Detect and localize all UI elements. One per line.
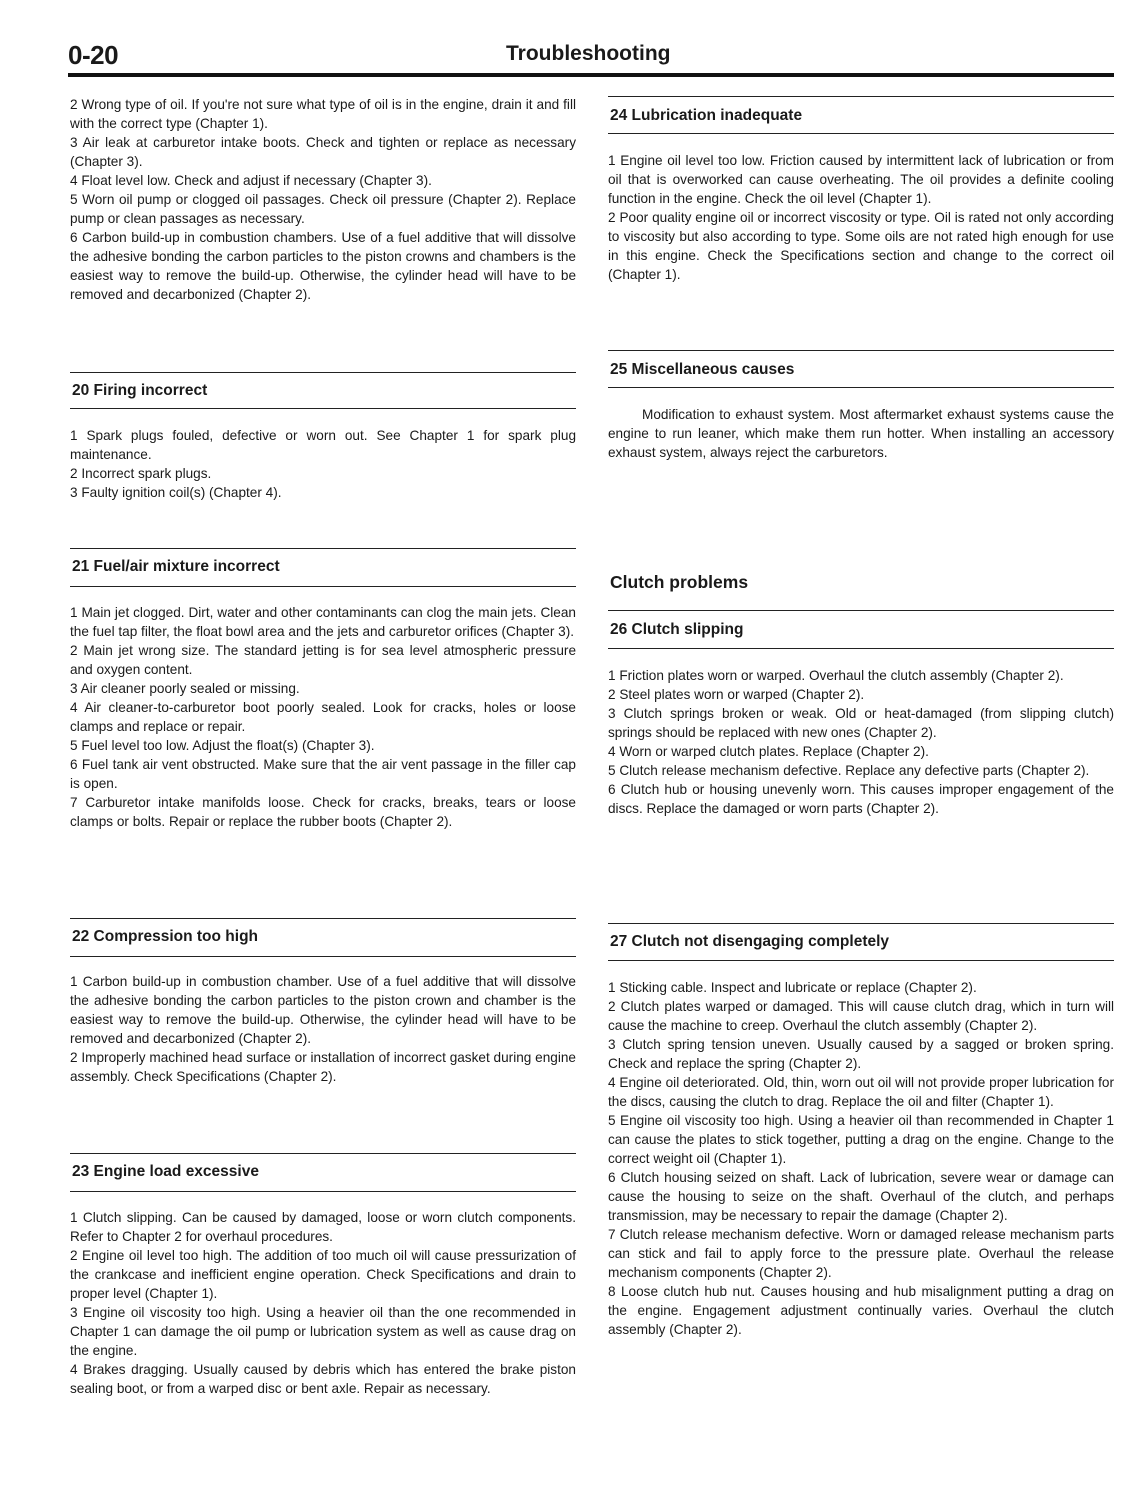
group-heading-clutch: Clutch problems (610, 572, 749, 592)
list-item: 3 Faulty ignition coil(s) (Chapter 4). (70, 485, 282, 500)
section-heading-20: 20 Firing incorrect (72, 382, 208, 399)
list-item: 1 Friction plates worn or warped. Overhaul the clutch assembly (Chapter 2). (608, 668, 1064, 683)
section-23-list (70, 1208, 576, 1398)
list-item: 2 Clutch plates warped or damaged. This will cause clutch drag, which in turn will cause the machine to creep. Overhaul the clutch assembly (Chapter 2). (608, 999, 1114, 1033)
section-rule-top (608, 923, 1114, 924)
list-item: 8 Loose clutch hub nut. Causes housing and hub misalignment putting a drag on the engine. Engagement adjustment continually varies. Overhaul the clutch assembly (Chapter 2). (608, 1284, 1114, 1337)
list-item: 7 Clutch release mechanism defective. Worn or damaged release mechanism parts can stick and fail to apply force to the pressure plate. Overhaul the release mechanism components (Chapter 2). (608, 1227, 1114, 1280)
section-26-list (608, 666, 1114, 818)
section-heading-24: 24 Lubrication inadequate (610, 107, 803, 124)
list-item: 5 Engine oil viscosity too high. Using a heavier oil than recommended in Chapter 1 can cause the plates to stick together, putting a drag on the engine. Change to the correct weight oil (Chapter 1). (608, 1113, 1114, 1166)
list-item: 2 Steel plates worn or warped (Chapter 2). (608, 687, 865, 702)
section-25-paragraph (608, 405, 1114, 462)
list-item: 4 Brakes dragging. Usually caused by debris which has entered the brake piston sealing boot, or from a warped disc or bent axle. Repair as necessary. (70, 1362, 576, 1396)
section-rule-top (608, 96, 1114, 97)
list-item: 5 Clutch release mechanism defective. Replace any defective parts (Chapter 2). (608, 763, 1090, 778)
paragraph: Modification to exhaust system. Most aftermarket exhaust systems cause the engine to run leaner, which make them run hotter. When installing an accessory exhaust system, always reject the carburetors. (608, 407, 1114, 460)
list-item: 2 Poor quality engine oil or incorrect viscosity or type. Oil is rated not only according to viscosity but also according to type. Some oils are not rated high enough for use in this engine. Check the Specifications section and change to the correct oil (Chapter 1). (608, 210, 1114, 282)
section-rule-top (70, 548, 576, 549)
section-heading-25: 25 Miscellaneous causes (610, 361, 795, 378)
section-20-list (70, 426, 576, 502)
section-24-list (608, 151, 1114, 284)
page-title: Troubleshooting (506, 42, 671, 65)
section-rule-bottom (608, 960, 1114, 961)
list-item: 3 Air cleaner poorly sealed or missing. (70, 681, 300, 696)
section-heading-27: 27 Clutch not disengaging completely (610, 933, 890, 950)
list-item: 2 Wrong type of oil. If you're not sure what type of oil is in the engine, drain it and fill with the correct type (Chapter 1). (70, 97, 576, 131)
list-item: 1 Carbon build-up in combustion chamber. Use of a fuel additive that will dissolve the adhesive bonding the carbon particles to the piston crown and chamber is the easiest way to remove the build-up. Otherwise, the cylinder head will have to be removed and decarbonized (Chapter 2). (70, 974, 576, 1046)
section-rule-top (70, 1153, 576, 1154)
list-item: 1 Main jet clogged. Dirt, water and other contaminants can clog the main jets. Clean the fuel tap filter, the float bowl area and the jets and carburetor orifices (Chapter 3). (70, 605, 576, 639)
section-rule-top (70, 372, 576, 373)
list-item: 3 Engine oil viscosity too high. Using a heavier oil than the one recommended in Chapter 1 can damage the oil pump or lubrication system as well as cause drag on the engine. (70, 1305, 576, 1358)
list-item: 3 Clutch spring tension uneven. Usually caused by a sagged or broken spring. Check and replace the spring (Chapter 2). (608, 1037, 1114, 1071)
header-rule (68, 73, 1114, 77)
list-item: 1 Spark plugs fouled, defective or worn out. See Chapter 1 for spark plug maintenance. (70, 428, 576, 462)
list-item: 2 Improperly machined head surface or installation of incorrect gasket during engine assembly. Check Specifications (Chapter 2). (70, 1050, 576, 1084)
list-item: 2 Incorrect spark plugs. (70, 466, 212, 481)
section-heading-23: 23 Engine load excessive (72, 1163, 259, 1180)
list-item: 3 Air leak at carburetor intake boots. Check and tighten or replace as necessary (Chapter 3). (70, 135, 576, 169)
list-item: 4 Float level low. Check and adjust if necessary (Chapter 3). (70, 173, 432, 188)
list-item: 4 Worn or warped clutch plates. Replace (Chapter 2). (608, 744, 929, 759)
section-heading-26: 26 Clutch slipping (610, 621, 744, 638)
section-rule-bottom (70, 1191, 576, 1192)
section-rule-top (608, 610, 1114, 611)
list-item: 1 Sticking cable. Inspect and lubricate or replace (Chapter 2). (608, 980, 977, 995)
list-item: 4 Engine oil deteriorated. Old, thin, worn out oil will not provide proper lubrication for the discs, causing the clutch to drag. Replace the oil and filter (Chapter 1). (608, 1075, 1114, 1109)
list-item: 6 Clutch hub or housing unevenly worn. This causes improper engagement of the discs. Replace the damaged or worn parts (Chapter 2). (608, 782, 1114, 816)
list-item: 1 Clutch slipping. Can be caused by damaged, loose or worn clutch components. Refer to Chapter 2 for overhaul procedures. (70, 1210, 576, 1244)
section-21-list (70, 603, 576, 831)
section-27-list (608, 978, 1114, 1339)
section-rule-bottom (608, 387, 1114, 388)
list-item: 6 Clutch housing seized on shaft. Lack of lubrication, severe wear or damage can cause the housing to seize on the shaft. Overhaul of the clutch, and perhaps transmission, may be necessary to repair the damage (Chapter 2). (608, 1170, 1114, 1223)
section-rule-bottom (608, 648, 1114, 649)
list-item: 6 Carbon build-up in combustion chambers. Use of a fuel additive that will dissolve the adhesive bonding the carbon particles to the piston crowns and chambers is the easiest way to remove the build-up. Otherwise, the cylinder head will have to be removed and decarbonized (Chapter 2). (70, 230, 576, 302)
section-rule-bottom (70, 408, 576, 409)
list-item: 5 Worn oil pump or clogged oil passages. Check oil pressure (Chapter 2). Replace pump or clean passages as necessary. (70, 192, 576, 226)
list-item: 2 Main jet wrong size. The standard jetting is for sea level atmospheric pressure and oxygen content. (70, 643, 576, 677)
intro-list (70, 95, 576, 304)
list-item: 1 Engine oil level too low. Friction caused by intermittent lack of lubrication or from oil that is overworked can cause overheating. The oil provides a definite cooling function in the engine. Check the oil level (Chapter 1). (608, 153, 1114, 206)
section-heading-22: 22 Compression too high (72, 928, 259, 945)
list-item: 3 Clutch springs broken or weak. Old or heat-damaged (from slipping clutch) springs should be replaced with new ones (Chapter 2). (608, 706, 1114, 740)
list-item: 6 Fuel tank air vent obstructed. Make sure that the air vent passage in the filler cap is open. (70, 757, 576, 791)
section-rule-bottom (70, 586, 576, 587)
page-number: 0-20 (68, 40, 119, 70)
section-22-list (70, 972, 576, 1086)
list-item: 4 Air cleaner-to-carburetor boot poorly sealed. Look for cracks, holes or loose clamps and replace or repair. (70, 700, 576, 734)
section-heading-21: 21 Fuel/air mixture incorrect (72, 558, 280, 575)
list-item: 7 Carburetor intake manifolds loose. Check for cracks, breaks, tears or loose clamps or bolts. Repair or replace the rubber boots (Chapter 2). (70, 795, 576, 829)
section-rule-bottom (608, 133, 1114, 134)
list-item: 2 Engine oil level too high. The addition of too much oil will cause pressurization of the crankcase and inefficient engine operation. Check Specifications and drain to proper level (Chapter 1). (70, 1248, 576, 1301)
section-rule-top (70, 918, 576, 919)
page-header (68, 38, 1114, 78)
section-rule-top (608, 350, 1114, 351)
section-rule-bottom (70, 956, 576, 957)
list-item: 5 Fuel level too low. Adjust the float(s) (Chapter 3). (70, 738, 375, 753)
